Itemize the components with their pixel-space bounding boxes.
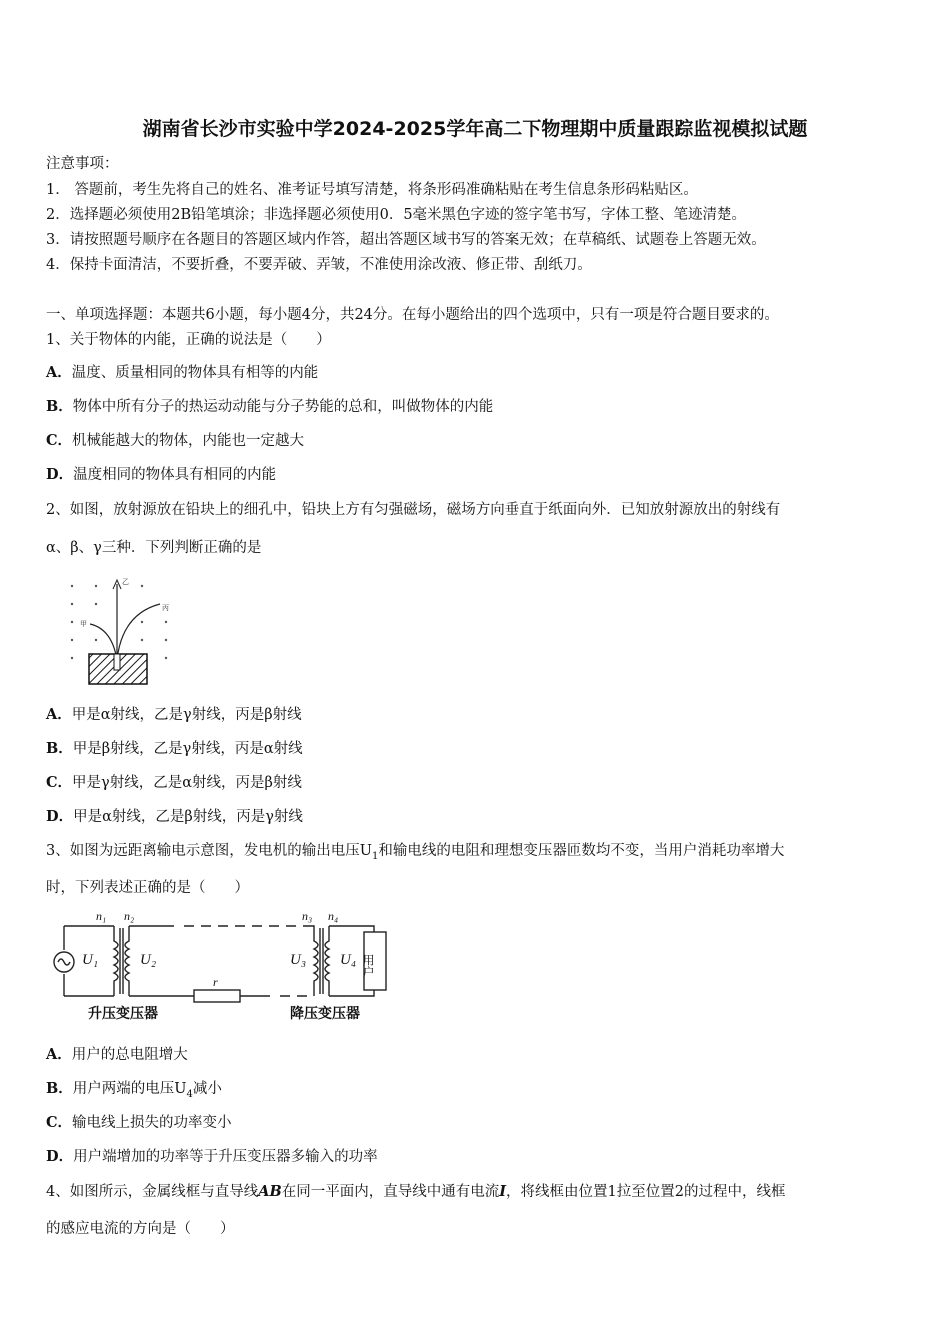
ray-right-label: 丙 bbox=[162, 604, 169, 612]
label-n2: n₂ bbox=[124, 909, 135, 923]
label-user: 用户 bbox=[361, 954, 375, 978]
label-step-up: 升压变压器 bbox=[88, 1006, 158, 1022]
notice-item-4: 4．保持卡面清洁，不要折叠，不要弄破、弄皱，不准使用涂改液、修正带、刮纸刀。 bbox=[46, 257, 592, 273]
q3-stem-line2: 时，下列表述正确的是（ ） bbox=[46, 880, 249, 896]
source-hole bbox=[114, 654, 120, 670]
notice-heading: 注意事项： bbox=[46, 156, 119, 172]
q1-option-b: B．物体中所有分子的热运动动能与分子势能的总和，叫做物体的内能 bbox=[46, 398, 494, 415]
radiation-figure bbox=[62, 574, 182, 686]
section-heading: 一、单项选择题：本题共6小题，每小题4分，共24分。在每小题给出的四个选项中，只有一项是符合题目要求的。 bbox=[46, 307, 779, 323]
q3-stem-line1: 3、如图为远距离输电示意图，发电机的输出电压$U_1$和输电线的电阻和理想变压器匝数均不变，当用户消耗功率增大 bbox=[46, 843, 785, 862]
label-n3: n₃ bbox=[302, 909, 313, 923]
q4-stem-line1: 4、如图所示，金属线框与直导线AB在同一平面内，直导线中通有电流I，将线框由位置1拉至位置2的过程中，线框 bbox=[46, 1183, 786, 1200]
label-U2: U₂ bbox=[140, 952, 157, 968]
q2-stem-line1: 2、如图，放射源放在铅块上的细孔中，铅块上方有匀强磁场，磁场方向垂直于纸面向外．已知放射源放出的射线有 bbox=[46, 502, 781, 518]
label-n4: n₄ bbox=[328, 909, 339, 923]
q1-option-a: A．温度、质量相同的物体具有相等的内能 bbox=[46, 364, 319, 381]
q3-option-b: B．用户两端的电压$U_4$减小 bbox=[46, 1080, 222, 1100]
label-n1: n₁ bbox=[96, 909, 107, 923]
transmission-figure bbox=[44, 906, 404, 1024]
q1-option-c: C．机械能越大的物体，内能也一定越大 bbox=[46, 432, 305, 449]
ray-left-label: 甲 bbox=[80, 620, 87, 628]
q1-option-d: D．温度相同的物体具有相同的内能 bbox=[46, 466, 277, 483]
label-U3: U₃ bbox=[290, 952, 307, 968]
q3-option-d: D．用户端增加的功率等于升压变压器多输入的功率 bbox=[46, 1148, 378, 1165]
notice-item-2: 2．选择题必须使用2B铅笔填涂；非选择题必须使用0．5毫米黑色字迹的签字笔书写，字体工整、笔迹清楚。 bbox=[46, 207, 747, 223]
label-r: r bbox=[213, 975, 218, 989]
q2-option-b: B．甲是β射线，乙是γ射线，丙是α射线 bbox=[46, 740, 303, 757]
q2-option-d: D．甲是α射线，乙是β射线，丙是γ射线 bbox=[46, 808, 303, 825]
q3-option-a: A．用户的总电阻增大 bbox=[46, 1046, 188, 1063]
q2-option-a: A．甲是α射线，乙是γ射线，丙是β射线 bbox=[46, 706, 302, 723]
label-U4: U₄ bbox=[340, 952, 357, 968]
ray-right bbox=[117, 604, 160, 660]
q1-stem: 1、关于物体的内能，正确的说法是（ ） bbox=[46, 332, 331, 348]
notice-item-1: 1． 答题前，考生先将自己的姓名、准考证号填写清楚，将条形码准确粘贴在考生信息条形码粘贴区。 bbox=[46, 182, 698, 198]
label-U1: U₁ bbox=[82, 952, 99, 968]
label-step-down: 降压变压器 bbox=[290, 1006, 360, 1022]
q2-stem-line2: α、β、γ三种．下列判断正确的是 bbox=[46, 540, 262, 556]
ray-mid-label: 乙 bbox=[122, 578, 129, 586]
page-title: 湖南省长沙市实验中学2024-2025学年高二下物理期中质量跟踪监视模拟试题 bbox=[142, 118, 808, 140]
q4-stem-line2: 的感应电流的方向是（ ） bbox=[46, 1221, 235, 1237]
notice-item-3: 3．请按照题号顺序在各题目的答题区域内作答，超出答题区域书写的答案无效；在草稿纸、试题卷上答题无效。 bbox=[46, 232, 766, 248]
q2-option-c: C．甲是γ射线，乙是α射线，丙是β射线 bbox=[46, 774, 302, 791]
line-resistor bbox=[194, 990, 240, 1002]
q3-option-c: C．输电线上损失的功率变小 bbox=[46, 1114, 232, 1131]
